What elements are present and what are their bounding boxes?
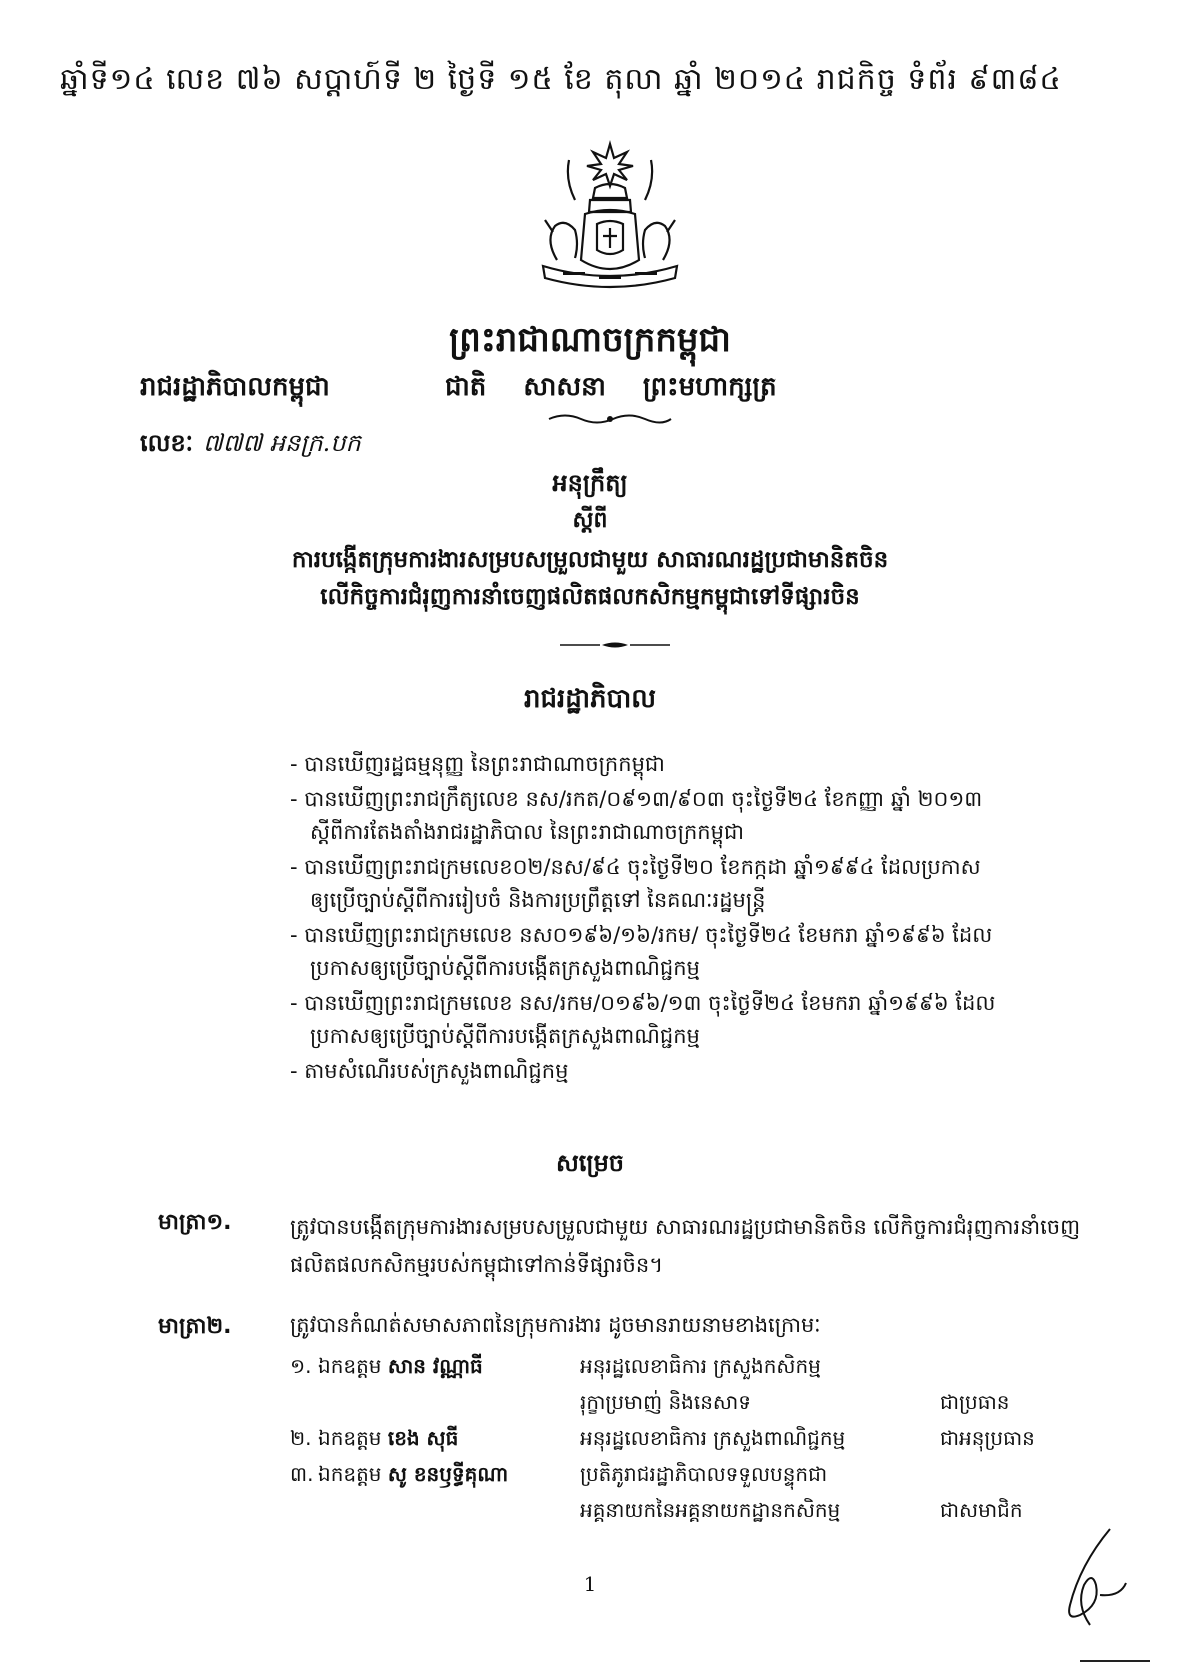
member-position-cont: រុក្ខាប្រមាញ់ និងនេសាទ [580, 1390, 752, 1414]
article-1-label: មាត្រា១. [158, 1210, 232, 1235]
legal-basis-item [290, 783, 1080, 849]
member-number: ៣. [290, 1462, 314, 1486]
legal-basis-list [290, 748, 1080, 1090]
member-position: ប្រតិភូរាជរដ្ឋាភិបាលទទួលបន្ទុកជា [580, 1462, 828, 1486]
table-row [290, 1386, 1090, 1422]
basis-line: - បានឃើញព្រះរាជក្រមលេខ នស០១៩៦/១៦/រកម/ ចុះថ្ងៃទី២៤ ខែមករា ឆ្នាំ១៩៩៦ ដែល [290, 923, 993, 947]
basis-continuation: ស្តីពីការតែងតាំងរាជរដ្ឋាភិបាល នៃព្រះរាជាណាចក្រកម្ពុជា [310, 820, 744, 844]
government-name: រាជរដ្ឋាភិបាលកម្ពុជា [140, 372, 330, 402]
page-number: 1 [583, 1572, 597, 1596]
decides-heading: សម្រេច [555, 1149, 625, 1177]
member-title: ឯកឧត្តម [318, 1426, 382, 1450]
signature-baseline [1080, 1660, 1150, 1662]
member-title: ឯកឧត្តម [318, 1354, 382, 1378]
motto-religion: សាសនា [523, 372, 606, 402]
member-number: ១. [290, 1354, 312, 1378]
member-name-bold: សូ ខនឫទ្ធីគុណា [387, 1462, 509, 1486]
legal-basis-item [290, 987, 1080, 1053]
ornament-divider-icon [545, 412, 675, 426]
table-row [290, 1422, 1090, 1458]
member-number: ២. [290, 1426, 312, 1450]
member-position-cont: អគ្គនាយកនៃអគ្គនាយកដ្ឋានកសិកម្ម [580, 1498, 841, 1522]
article-2-intro: ត្រូវបានកំណត់សមាសភាពនៃក្រុមការងារ ដូចមានរាយនាមខាងក្រោមៈ [290, 1313, 821, 1337]
member-role: ជាប្រធាន [940, 1390, 1010, 1414]
basis-line: - បានឃើញព្រះរាជក្រមលេខ០២/នស/៩៤ ចុះថ្ងៃទី២០ ខែកក្កដា ឆ្នាំ១៩៩៤ ដែលប្រកាស [290, 855, 981, 879]
member-role: ជាសមាជិក [940, 1498, 1023, 1522]
reference-number [140, 428, 361, 463]
member-name-bold: ខេង សុធី [387, 1426, 459, 1450]
reference-value: ៧៧៧ អនក្រ.បក [203, 429, 361, 457]
basis-line: - បានឃើញព្រះរាជក្រមលេខ នស/រកម/០១៩៦/១៣ ចុះថ្ងៃទី២៤ ខែមករា ឆ្នាំ១៩៩៦ ដែល [290, 991, 996, 1015]
motto-nation: ជាតិ [445, 372, 487, 402]
legal-basis-item [290, 1055, 1080, 1088]
basis-line: - បានឃើញព្រះរាជក្រឹត្យលេខ នស/រកត/០៩១៣/៩០៣ ចុះថ្ងៃទី២៤ ខែកញ្ញា ឆ្នាំ ២០១៣ [290, 787, 983, 811]
government-heading: រាជរដ្ឋាភិបាល [523, 684, 657, 714]
member-role: ជាអនុប្រធាន [940, 1426, 1035, 1450]
basis-continuation: ឲ្យប្រើច្បាប់ស្តីពីការរៀបចំ និងការប្រព្រឹត្តទៅ នៃគណៈរដ្ឋមន្ត្រី [310, 888, 766, 912]
decree-title-line-1: ការបង្កើតក្រុមការងារសម្របសម្រួលជាមួយ សាធារណរដ្ឋប្រជាមានិតចិន [291, 547, 889, 573]
member-name [318, 1458, 580, 1494]
decree-title-line-2: លើកិច្ចការជំរុញការនាំចេញផលិតផលកសិកម្មកម្ពុជាទៅទីផ្សារចិន [320, 584, 860, 610]
article-1-text: ត្រូវបានបង្កើតក្រុមការងារសម្របសម្រួលជាមួយ សាធារណរដ្ឋប្រជាមានិតចិន លើកិច្ចការជំរុញការនាំចេញផលិតផលកសិកម្មរបស់កម្ពុជាទៅកាន់ទីផ្សារចិន។ [290, 1215, 1081, 1277]
gazette-header: ឆ្នាំទី១៤ លេខ ៧៦ សប្តាហ៍ទី ២ ថ្ងៃទី ១៥ ខែ តុលា ឆ្នាំ ២០១៤ រាជកិច្ច ទំព័រ ៩៣៨៤ [60, 62, 1062, 97]
regarding-label: ស្តីពី [572, 508, 608, 533]
section-divider-icon [560, 640, 670, 650]
member-name [318, 1350, 580, 1386]
table-row [290, 1494, 1090, 1530]
legal-basis-item [290, 748, 1080, 781]
legal-basis-item [290, 919, 1080, 985]
article-2-label: មាត្រា២. [158, 1314, 232, 1339]
reference-label: លេខៈ [140, 429, 194, 457]
member-name-bold: សាន វណ្ណាធី [387, 1354, 483, 1378]
national-motto [445, 370, 805, 408]
member-title: ឯកឧត្តម [318, 1462, 382, 1486]
royal-emblem-icon [535, 140, 685, 300]
kingdom-title: ព្រះរាជាណាចក្រកម្ពុជា [449, 320, 731, 360]
motto-king: ព្រះមហាក្សត្រ [642, 372, 777, 402]
document-type: អនុក្រឹត្យ [552, 469, 628, 497]
basis-line: - តាមសំណើរបស់ក្រសួងពាណិជ្ជកម្ម [290, 1059, 569, 1083]
table-row [290, 1350, 1090, 1386]
basis-continuation: ប្រកាសឲ្យប្រើច្បាប់ស្តីពីការបង្កើតក្រសួងពាណិជ្ជកម្ម [310, 956, 700, 980]
basis-line: - បានឃើញរដ្ឋធម្មនុញ្ញ នៃព្រះរាជាណាចក្រកម្ពុជា [290, 752, 665, 776]
member-name [318, 1422, 580, 1458]
table-row [290, 1458, 1090, 1494]
member-position: អនុរដ្ឋលេខាធិការ ក្រសួងពាណិជ្ជកម្ម [580, 1426, 846, 1450]
member-position: អនុរដ្ឋលេខាធិការ ក្រសួងកសិកម្ម [580, 1354, 821, 1378]
legal-basis-item [290, 851, 1080, 917]
member-table [290, 1350, 1090, 1530]
basis-continuation: ប្រកាសឲ្យប្រើច្បាប់ស្តីពីការបង្កើតក្រសួងពាណិជ្ជកម្ម [310, 1024, 700, 1048]
